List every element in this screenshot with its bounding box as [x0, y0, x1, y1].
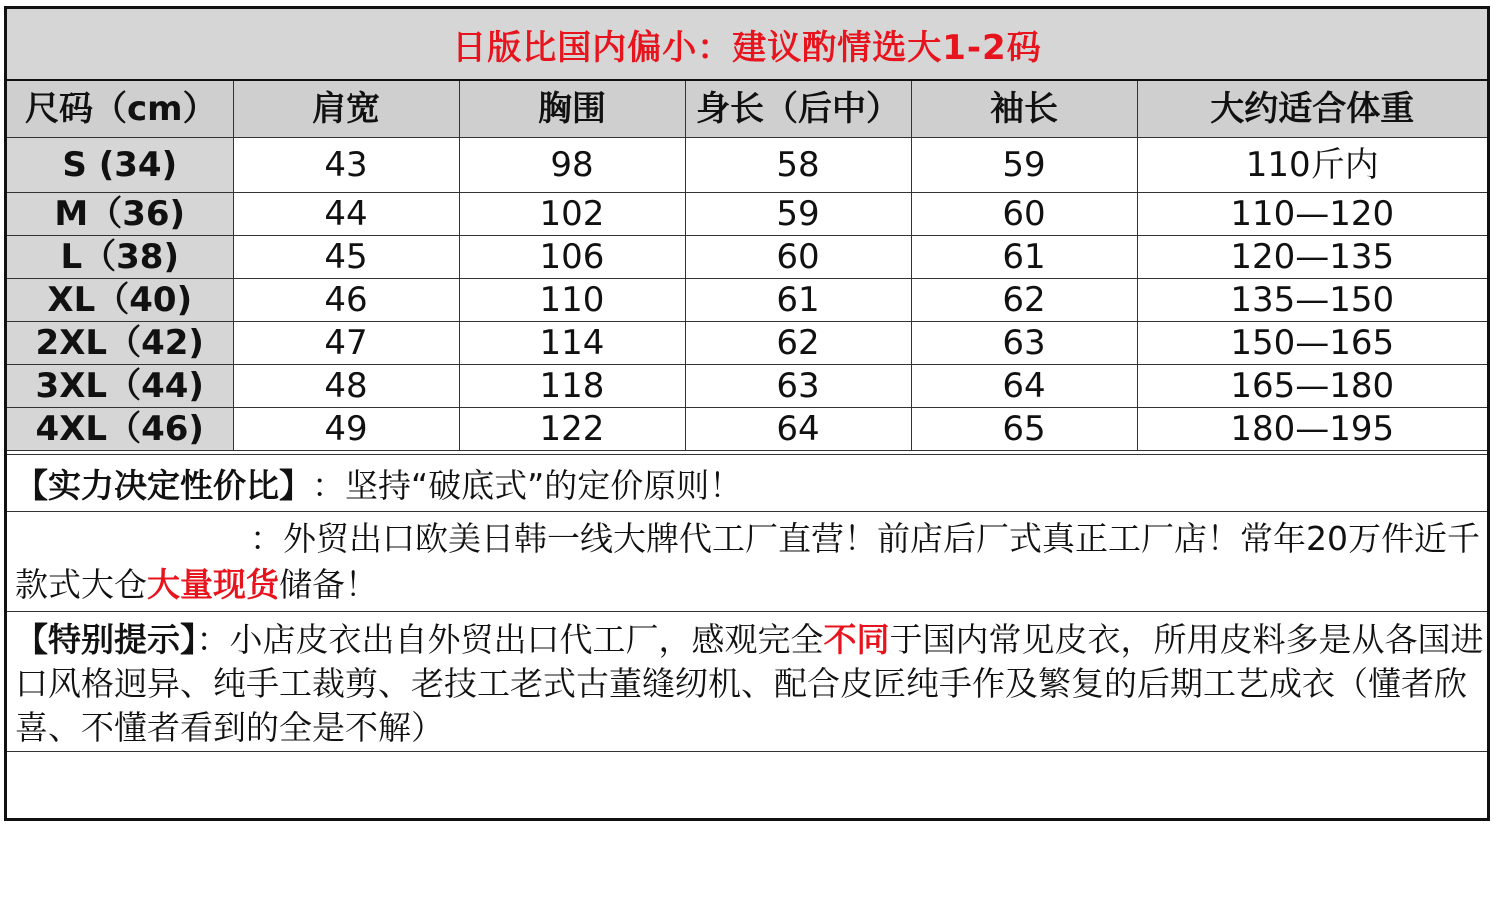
- tip-label: 【特别提示】: [15, 620, 197, 659]
- table-cell: 44: [233, 193, 459, 236]
- table-header-row: [7, 81, 1487, 138]
- tip-text: ：小店皮衣出自外贸出口代工厂，感观完全: [196, 620, 824, 659]
- size-cell: XL（40): [7, 279, 233, 322]
- table-cell: 49: [233, 408, 459, 451]
- tip-highlight: 不同: [823, 620, 890, 659]
- table-cell: 106: [459, 236, 685, 279]
- size-cell: 2XL（42): [7, 322, 233, 365]
- value-note-label: 【实力决定性价比】: [15, 465, 312, 505]
- table-cell: 114: [459, 322, 685, 365]
- table-cell: 61: [911, 236, 1137, 279]
- table-cell: 63: [685, 365, 911, 408]
- table-cell: 45: [233, 236, 459, 279]
- table-cell: 61: [685, 279, 911, 322]
- table-cell: 47: [233, 322, 459, 365]
- table-cell: 110: [459, 279, 685, 322]
- table-cell: 60: [911, 193, 1137, 236]
- factory-note-end: 储备！: [279, 565, 378, 604]
- table-cell: 110—120: [1137, 193, 1487, 236]
- tip-text-end: 于国内常见皮衣，所用皮料多是从各国进口风格迥异、纯手工裁剪、老技工老式古董缝纫机、配合皮匠纯手作及繁复的后期工艺成衣（懂者欣喜、不懂者看到的全是不解）: [15, 620, 1484, 747]
- table-row: [7, 408, 1487, 451]
- table-cell: 150—165: [1137, 322, 1487, 365]
- value-note: [7, 454, 1487, 511]
- size-chart: [4, 6, 1490, 821]
- empty-row: [7, 751, 1487, 821]
- table-cell: 64: [685, 408, 911, 451]
- table-cell: 43: [233, 138, 459, 193]
- table-cell: 64: [911, 365, 1137, 408]
- table-row: [7, 322, 1487, 365]
- table-cell: 120—135: [1137, 236, 1487, 279]
- table-cell: 63: [911, 322, 1137, 365]
- table-cell: 110斤内: [1137, 138, 1487, 193]
- size-cell: M（36): [7, 193, 233, 236]
- table-cell: 59: [911, 138, 1137, 193]
- header-weight: 大约适合体重: [1137, 81, 1487, 138]
- header-shoulder: 肩宽: [233, 81, 459, 138]
- table-cell: 102: [459, 193, 685, 236]
- table-row: [7, 365, 1487, 408]
- table-cell: 135—150: [1137, 279, 1487, 322]
- table-cell: 62: [911, 279, 1137, 322]
- table-cell: 48: [233, 365, 459, 408]
- table-cell: 58: [685, 138, 911, 193]
- table-row: [7, 279, 1487, 322]
- chart-title: 日版比国内偏小：建议酌情选大1-2码: [7, 9, 1487, 81]
- special-tip-note: [7, 611, 1487, 751]
- table-cell: 122: [459, 408, 685, 451]
- table-cell: 59: [685, 193, 911, 236]
- table-cell: 65: [911, 408, 1137, 451]
- header-size: 尺码（cm）: [7, 81, 233, 138]
- factory-note: [7, 511, 1487, 611]
- table-cell: 165—180: [1137, 365, 1487, 408]
- header-length: 身长（后中）: [685, 81, 911, 138]
- header-sleeve: 袖长: [911, 81, 1137, 138]
- size-cell: S (34): [7, 138, 233, 193]
- table-row: [7, 138, 1487, 193]
- size-cell: 4XL（46): [7, 408, 233, 451]
- factory-note-text: ：外贸出口欧美日韩一线大牌代工厂直营！前店后厂式真正工厂店！常年20万件近千款式大仓: [15, 519, 1480, 604]
- size-cell: 3XL（44): [7, 365, 233, 408]
- table-row: [7, 236, 1487, 279]
- table-cell: 118: [459, 365, 685, 408]
- table-cell: 62: [685, 322, 911, 365]
- table-cell: 98: [459, 138, 685, 193]
- table-cell: 60: [685, 236, 911, 279]
- table-cell: 180—195: [1137, 408, 1487, 451]
- table-row: [7, 193, 1487, 236]
- size-table: [7, 81, 1487, 451]
- header-chest: 胸围: [459, 81, 685, 138]
- size-cell: L（38): [7, 236, 233, 279]
- table-cell: 46: [233, 279, 459, 322]
- value-note-text: ：坚持“破底式”的定价原则！: [312, 465, 743, 505]
- factory-note-highlight: 大量现货: [147, 565, 279, 604]
